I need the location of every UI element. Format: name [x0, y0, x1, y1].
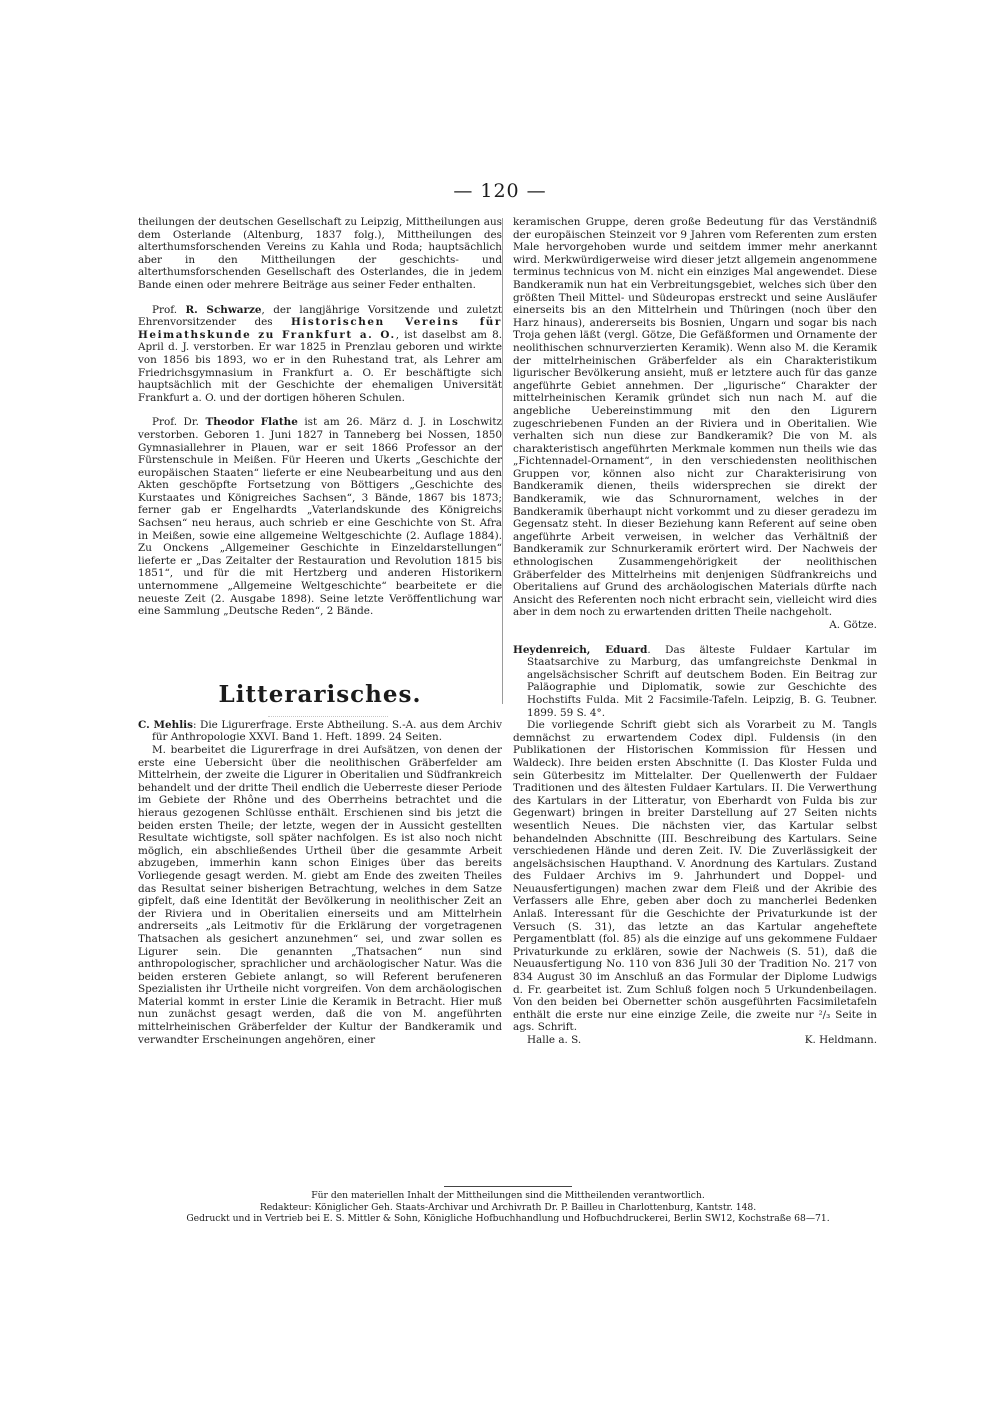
- review-heading: Heydenreich, Eduard. Das älteste Fuldaer Kartular im Staatsarchive zu Marburg, das umfangreichste Denkmal in angelsächsischer Schrift auf deutschem Boden. Ein Beitrag zur Paläographie und Diplomatik, sowie zur Geschichte des Hochstifts Fulda. Mit 2 Facsimile-Tafeln. Leipzig, B. G. Teubner. 1899. 59 S. 4°.: [513, 643, 877, 719]
- person-name: Theodor Flathe: [205, 416, 298, 429]
- society-name: Historischen Vereins für Heimathskunde zu Frankfurt a. O.: [138, 316, 502, 341]
- page-number: — 120 —: [453, 180, 547, 202]
- column-divider: [502, 218, 503, 704]
- paragraph-1: theilungen der deutschen Gesellschaft zu Leipzig, Mittheilungen aus dem Osterlande (Altenburg, 1837 folg.), Mittheilungen des alterthumsforschenden Vereins zu Kahla und Roda; hauptsächlich aber in den Mittheilungen der geschichts- und alterthumsforschenden Gesellschaft des Osterlandes, die in jedem Bande einen oder mehrere Beiträge aus seiner Feder enthalten.: [138, 216, 502, 291]
- footer-rule: [444, 1186, 572, 1187]
- review-continuation: keramischen Gruppe, deren große Bedeutung für das Verständniß der europäischen Steinzeit vor 9 Jahren vom Referenten zum ersten Male hervorgehoben wurde und seitdem immer mehr anerkannt wird. Merkwürdigerweise wird dieser jetzt allgemein angenommene terminus technicus von M. nicht ein einziges Mal angewendet. Diese Bandkeramik nun hat ein Verbreitungsgebiet, welches sich über den größten Theil Mittel- und Südeuropas erstreckt und seine Ausläufer einerseits bis an den Mittelrhein und Thüringen (noch über den Harz hinaus), andererseits bis Bosnien, Ungarn und sogar bis nach Troja gehen läßt (vergl. Götze, Die Gefäßformen und Ornamente der neolithischen schnurverzierten Keramik). Wenn also M. die Keramik der mittelrheinischen Gräberfelder als ein Charakteristikum ligurischer Bevölkerung ansieht, muß er letztere auch für das ganze angeführte Gebiet annehmen. Der „ligurische“ Charakter der mittelrheinischen Keramik gründet sich nun nach M. auf die angebliche Uebereinstimmung mit den den Ligurern zugeschriebenen Funden an der Riviera und in Oberitalien. Wie verhalten sich nun diese zur Bandkeramik? Die von M. als charakteristisch angeführten Merkmale kommen nun theils wie das „Fichtennadel-Ornament“, in den verschiedensten neolithischen Gruppen vor, können also nicht zur Charakterisirung von Bandkeramik dienen, theils widersprechen sie direkt der Bandkeramik, wie das Schnurornament, welches in der Bandkeramik überhaupt nicht vorkommt und zu dieser geradezu im Gegensatz steht. In dieser Beziehung kann Referent auf seine oben angeführte Arbeit verweisen, in welcher das Verhältniß der Bandkeramik zur Schnurkeramik erörtert wird. Der Nachweis der ethnologischen Zusammengehörigkeit der neolithischen Gräberfelder des Mittelrheins mit denjenigen Südfrankreichs und Oberitaliens auf Grund des archäologischen Materials dürfte nach Ansicht des Referenten noch nicht erbracht sein, vielleicht wird dies aber in dem noch zu erwartenden dritten Theile nachgeholt.: [513, 216, 877, 619]
- section-title: Litterarisches.: [218, 680, 422, 708]
- person-name: R. Schwarze: [185, 303, 262, 316]
- review-body: M. bearbeitet die Ligurerfrage in drei Aufsätzen, von denen der erste eine Uebersicht über die neolithischen Gräberfelder am Mittelrhein, der zweite die Ligurer in Oberitalien und Südfrankreich behandelt und der dritte Theil endlich die Ueberreste dieser Periode im Gebiete der Rhône und des Oberrheins betrachtet und die hieraus gezogenen Schlüsse enthält. Erschienen sind bis jetzt die beiden ersten Theile; der letzte, wegen der in Aussicht gestellten Resultate wichtigste, soll später nachfolgen. Es ist also noch nicht möglich, ein abschließendes Urtheil über die gesammte Arbeit abzugeben, immerhin kann schon Einiges über das bereits Vorliegende gesagt werden. M. giebt am Ende des zweiten Theiles das Resultat seiner bisherigen Betrachtung, welches in dem Satze gipfelt, daß eine Identität der Bevölkerung in neolithischer Zeit an der Riviera und in Oberitalien einerseits und am Mittelrhein andrerseits „als Leitmotiv für die Erklärung der vorgetragenen Thatsachen als gesichert anzunehmen“ sei, und zwar sollen es Ligurer sein. Die genannten „Thatsachen“ nun sind anthropologischer, sprachlicher und archäologischer Natur. Was die beiden ersteren Gebiete anlangt, so will Referent berufeneren Spezialisten ihr Urtheile nicht vorgreifen. Von dem archäologischen Material kommt in erster Linie die Keramik in Betracht. Hier muß nun zunächst gesagt werden, daß die von M. angeführten mittelrheinischen Gräberfelder der Kultur der Bandkeramik und verwandter Erscheinungen angehören, einer: [138, 744, 502, 1046]
- footer-line: Gedruckt und in Vertrieb bei E. S. Mittler & Sohn, Königliche Hofbuchhandlung und Hofbuchdruckerei, Berlin SW12, Kochstraße 68—71.: [186, 1213, 830, 1225]
- footer-line: Redakteur: Königlicher Geh. Staats-Archivar und Archivrath Dr. P. Bailleu in Charlottenburg, Kantstr. 148.: [259, 1201, 757, 1213]
- review-signature-line: [513, 1034, 877, 1047]
- right-column: [513, 216, 877, 1047]
- left-column: [138, 216, 502, 1046]
- signature: K. Heldmann.: [804, 1034, 877, 1046]
- footer-line: Für den materiellen Inhalt der Mittheilungen sind die Mittheilenden verantwortlich.: [311, 1190, 705, 1201]
- obituary-flathe: Prof. Dr. Theodor Flathe ist am 26. März d. J. in Loschwitz verstorben. Geboren 1. Juni 1827 in Tanneberg bei Nossen, 1850 Gymnasiallehrer in Plauen, war er seit 1866 Professor an der Fürstenschule in Meißen. Für Heeren und Ukerts „Geschichte der europäischen Staaten“ lieferte er eine Neubearbeitung und aus den Akten geschöpfte Fortsetzung von Böttigers „Geschichte des Kurstaates und Königreiches Sachsen“, 3 Bände, 1867 bis 1873; ferner gab er Engelhardts „Vaterlandskunde des Königreichs Sachsen“ neu heraus, auch schrieb er eine Geschichte von St. Afra in Meißen, sowie eine allgemeine Weltgeschichte (2. Auflage 1884). Zu Onckens „Allgemeiner Geschichte in Einzeldarstellungen“ lieferte er „Das Zeitalter der Restauration und Revolution 1815 bis 1851“, und für die mit Hertzberg und anderen Historikern unternommene „Allgemeine Weltgeschichte“ bearbeitete er die neueste Zeit (2. Ausgabe 1898). Seine letzte Veröffentlichung war eine Sammlung „Deutsche Reden“, 2 Bände.: [138, 416, 503, 618]
- review-heading: C. Mehlis: Die Ligurerfrage. Erste Abtheilung. S.-A. aus dem Archiv für Anthropologie XXVI. Band 1. Heft. 1899. 24 Seiten.: [138, 718, 503, 744]
- review-body: Die vorliegende Schrift giebt sich als Vorarbeit zu M. Tangls demnächst zu erwartendem Codex dipl. Fuldensis (in den Publikationen der Historischen Kommission für Hessen und Waldeck). Ihre beiden ersten Abschnitte (I. Das Kloster Fulda und sein Güterbesitz im Mittelalter. Der Quellenwerth der Fuldaer Traditionen und des ältesten Fuldaer Kartulars. II. Die Verwerthung des Kartulars in der Litteratur, von Eberhardt von Fulda bis zur Gegenwart) bringen in breiter Darstellung auf 27 Seiten nichts wesentlich Neues. Die nächsten vier, das Kartular selbst behandelnden Abschnitte (III. Beschreibung des Kartulars. Seine verschiedenen Hände und deren Zeit. IV. Die Zuverlässigkeit der angelsächsischen Haupthand. V. Anordnung des Kartulars. Zustand des Fuldaer Archivs im 9. Jahrhundert und Doppel- und Neuausfertigungen) machen zwar dem Fleiß und der Akribie des Verfassers alle Ehre, geben aber doch zu mancherlei Bedenken Anlaß. Interessant für die Geschichte der Privaturkunde ist der Versuch (S. 31), das letzte an das Kartular angeheftete Pergamentblatt (fol. 85) als die einzige auf uns gekommene Fuldaer Privaturkunde zu erklären, sowie der Nachweis (S. 51), daß die Neuausfertigung No. 110 von 836 Juli 30 der Tradition No. 217 von 834 August 30 im Anschluß an das Formular der Diplome Ludwigs d. Fr. gearbeitet ist. Zum Schluß folgen noch 5 Urkundenbeilagen. Von den beiden bei Obernetter schön ausgeführten Facsimiletafeln enthält die erste nur eine einzige Zeile, die zweite nur ²/₃ Seite in ags. Schrift.: [513, 719, 877, 1034]
- review-author: C. Mehlis: [138, 718, 193, 731]
- signature: A. Götze.: [829, 619, 877, 631]
- obituary-schwarze: Prof. R. Schwarze, der langjährige Vorsitzende und zuletzt Ehrenvorsitzender des Historischen Vereins für Heimathskunde zu Frankfurt a. O., ist daselbst am 8. April d. J. verstorben. Er war 1825 in Prenzlau geboren und wirkte von 1856 bis 1893, wo er in den Ruhestand trat, als Lehrer am Friedrichsgymnasium in Frankfurt a. O. Er beschäftigte sich hauptsächlich mit der Geschichte der ehemaligen Universität Frankfurt a. O. und der dortigen höheren Schulen.: [138, 303, 503, 404]
- page-footer: [138, 1186, 878, 1225]
- review-author: Heydenreich, Eduard: [513, 643, 648, 656]
- place: Halle a. S.: [527, 1034, 582, 1046]
